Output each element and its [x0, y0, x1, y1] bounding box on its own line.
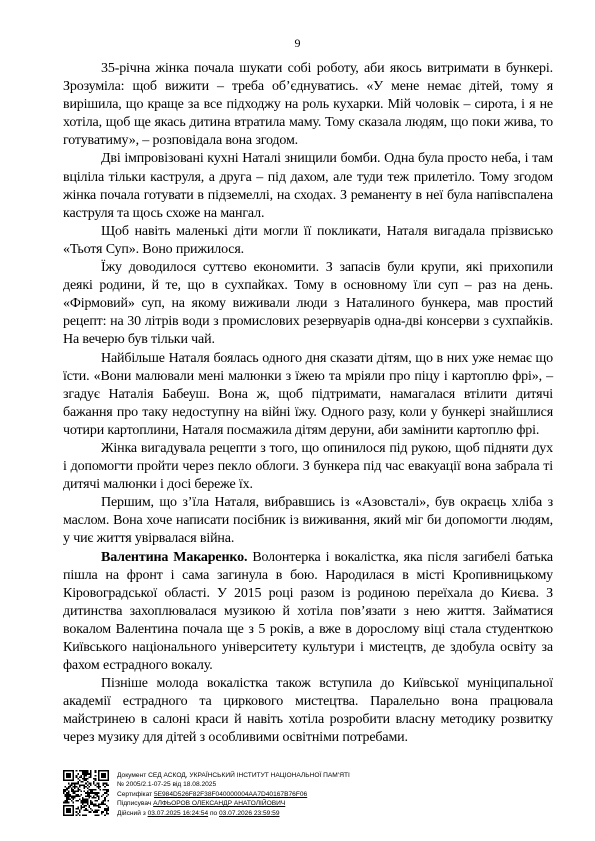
paragraph-valentyna [63, 549, 553, 676]
paragraph: Першим, що з’їла Наталя, вибравшись із «Азовсталі», був окраєць хліба з маслом. Вона хоче написати посібник із виживання, який міг би допомогти людям, у чиє життя увірвалася війна. [63, 495, 553, 547]
stamp-registration-line: № 2005/2.1-07-25 від 18.08.2025 [117, 781, 217, 789]
paragraph: Жінка вигадувала рецепти з того, що опинилося під рукою, щоб підняти дух і допомогти пройти через пекло облоги. З бункера під час евакуації вона забрала ті дитячі малюнки і досі береже їх. [63, 440, 553, 493]
signature-stamp [63, 770, 553, 830]
valid-to: 03.07.2026 23:59:59 [219, 809, 280, 817]
paragraph: 35-річна жінка почала шукати собі роботу, аби якось витримати в бункері. Зрозуміла: щоб вижити – треба об’єднуватись. «У мене немає дітей, тому я вирішила, що краще за все підходжу на роль кухарки. Мій чоловік – сирота, і я не хотіла, щоб ще якась дитина втратила маму. Тому сказала людям, що поки жива, то готуватиму», – розповідала вона згодом. [63, 61, 553, 149]
person-bio: Волонтерка і вокалістка, яка після загибелі батька пішла на фронт і сама загинула в бою. Народилася в місті Кропивницькому Кіровоградської області. У 2015 році разом із родиною переїхала до Києва. З дитинства захоплювалася музикою й хотіла пов’язати з нею життя. Займатися вокалом Валентина почала ще з 5 років, а вже в дорослому віці стала студенткою Київського національного університету культури і мистецтв, де здобула освіту за фахом естрадного вокалу. [63, 549, 553, 674]
paragraph: Пізніше молода вокалістка також вступила до Київської муніципальної академії естрадного та циркового мистецтва. Паралельно вона працювала майстринею в салоні краси й навіть хотіла розробити власну методику розвитку через музику для дітей з особливими освітніми потребами. [63, 676, 553, 746]
paragraph: Щоб навіть маленькі діти могли її покликати, Наталя вигадала прізвисько «Тьотя Суп». Воно прижилося. [63, 223, 553, 257]
body-text [63, 60, 553, 748]
paragraph: Найбільше Наталя боялась одного дня сказати дітям, що в них уже немає що їсти. «Вони малювали мені малюнки з їжею та мріяли про піцу і картоплю фрі», – згадує Наталія Бабеуш. Вона ж, щоб підтримати, намагалася втілити дитячі бажання про таку недоступну на війні їжу. Одного разу, коли у бункері знайшлися чотири картоплини, Наталя посмажила дітям деруни, аби замінити картоплю фрі. [63, 350, 553, 438]
stamp-signer-line: Підписувач АЛФЬОРОВ ОЛЕКСАНДР АНАТОЛІЙОВИЧ [117, 800, 286, 808]
person-name: Валентина Макаренко. [101, 549, 248, 565]
valid-from: 03.07.2025 16:24:54 [147, 809, 209, 817]
stamp-validity-line: Дійсний з 03.07.2025 16:24:54 по 03.07.2026 23:59:59 [117, 809, 280, 817]
stamp-certificate-line: Сертифікат 5E984D526F82F38F040000004AA7D40167B76F06 [117, 790, 308, 798]
paragraph: Їжу доводилося суттєво економити. З запасів були крупи, які прихопили деякі родини, й те, що в сухпайках. Тому в основному їли суп – раз на день. «Фірмовий» суп, на якому виживали люди з Наталиного бункера, мав простий рецепт: на 30 літрів води з промислових резервуарів одна-дві консерви з сухпайків. На вечерю був тільки чай. [63, 260, 553, 348]
stamp-document-line: Документ СЕД АСКОД, УКРАЇНСЬКИЙ ІНСТИТУТ НАЦІОНАЛЬНОЇ ПАМ’ЯТІ [117, 772, 350, 779]
paragraph: Дві імпровізовані кухні Наталі знищили бомби. Одна була просто неба, і там вціліла тільки каструля, а друга – під дахом, але туди теж прилетіло. Тому згодом жінка почала готувати в підземеллі, на сходах. З реманенту в неї була напівспалена каструля та щось схоже на мангал. [63, 151, 553, 221]
signer-name: АЛФЬОРОВ ОЛЕКСАНДР АНАТОЛІЙОВИЧ [153, 800, 286, 808]
qr-code-icon[interactable] [63, 770, 109, 816]
certificate-serial: 5E984D526F82F38F040000004AA7D40167B76F06 [153, 790, 308, 798]
stamp-text [117, 771, 557, 818]
page-number: 9 [294, 36, 301, 50]
